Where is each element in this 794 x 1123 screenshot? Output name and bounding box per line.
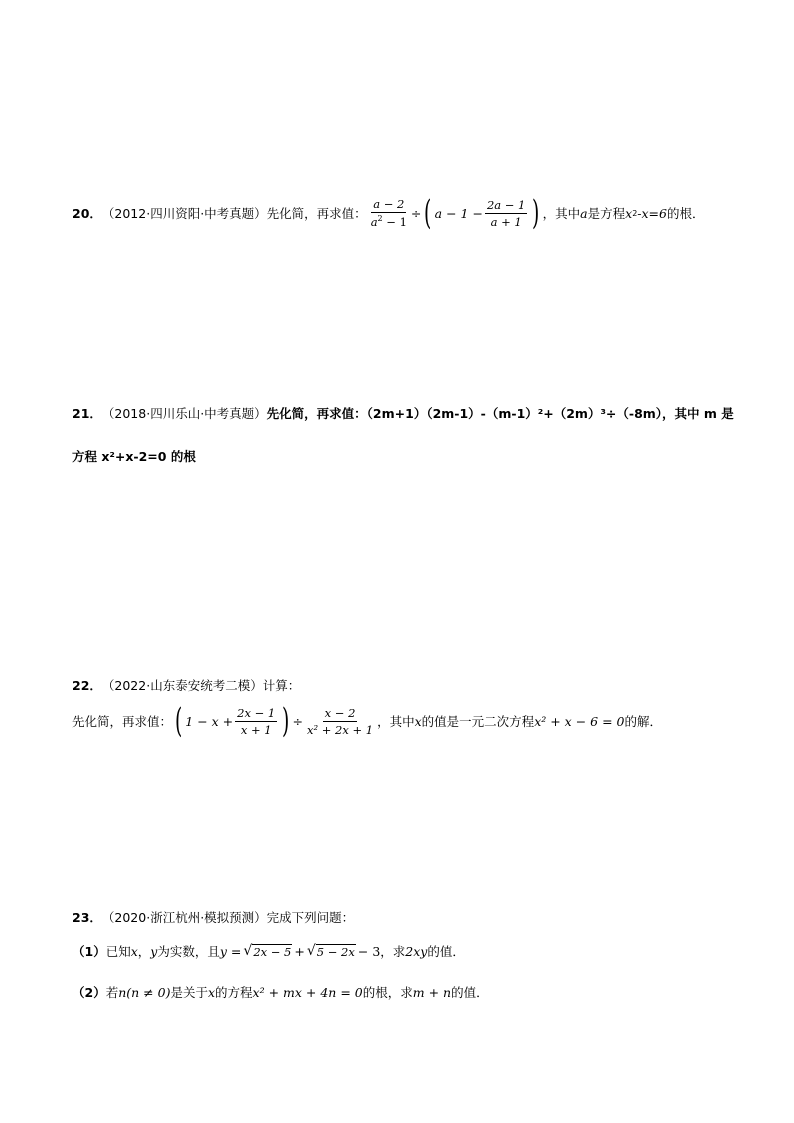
q23-p2-label: （2） bbox=[72, 985, 106, 1000]
q22-left-paren: ( bbox=[175, 701, 183, 741]
q22-tail-2: 的值是一元二次方程 bbox=[421, 714, 535, 729]
q20-divide: ÷ bbox=[410, 205, 422, 221]
q22-right-paren: ) bbox=[282, 701, 290, 741]
q22-f2-numerator: x − 2 bbox=[324, 705, 356, 720]
q20-prompt: 先化简，再求值： bbox=[266, 206, 367, 221]
question-20 bbox=[72, 193, 705, 233]
q20-tail-1: ，其中 bbox=[542, 206, 581, 221]
q23-p1-x: x bbox=[130, 943, 138, 959]
q23-p2-x: x bbox=[207, 984, 216, 1000]
q20-f2-numerator: 2a − 1 bbox=[486, 197, 526, 212]
q23-source: （2020·浙江杭州·模拟预测） bbox=[101, 910, 267, 925]
q23-p1-plus: + bbox=[294, 943, 305, 959]
q21-source: （2018·四川乐山·中考真题） bbox=[101, 406, 267, 421]
q22-line2-lead: 先化简，再求值： bbox=[72, 714, 173, 729]
q23-p2-n: n(n ≠ 0) bbox=[118, 984, 171, 1000]
question-22 bbox=[72, 676, 300, 694]
q23-p1-c: 为实数，且 bbox=[157, 944, 220, 959]
q22-source: （2022·山东泰安统考二模） bbox=[101, 678, 263, 693]
q23-p2-q: m + n bbox=[412, 984, 452, 1000]
q22-f1-numerator: 2x − 1 bbox=[237, 705, 276, 720]
q23-p2-e: 的值． bbox=[451, 985, 489, 1000]
question-21 bbox=[72, 404, 734, 422]
q22-tail-1: ，其中 bbox=[377, 714, 415, 729]
q22-divide: ÷ bbox=[292, 713, 303, 729]
q23-prompt: 完成下列问题： bbox=[266, 910, 355, 925]
q20-source: （2012·四川资阳·中考真题） bbox=[101, 206, 267, 221]
q23-p1-a: 已知 bbox=[105, 944, 131, 959]
q20-right-paren: ) bbox=[532, 193, 540, 233]
q23-p1-d: ，求 bbox=[380, 944, 406, 959]
question-22-line-2 bbox=[72, 701, 662, 741]
q22-fraction-1 bbox=[235, 706, 277, 737]
q23-p2-a: 若 bbox=[105, 985, 119, 1000]
q20-eq-exp: 2 bbox=[632, 208, 638, 218]
q23-p2-c: 的方程 bbox=[215, 985, 253, 1000]
q22-f2-denominator: x² + 2x + 1 bbox=[306, 722, 374, 737]
q21-line-2: 方程 x²+x-2=0 的根 bbox=[72, 449, 196, 464]
q21-number: 21． bbox=[72, 406, 102, 421]
q22-fraction-2 bbox=[305, 706, 375, 737]
q23-sqrt-1: √ 2x − 5 bbox=[243, 943, 292, 959]
q20-eq-x: x bbox=[625, 205, 633, 221]
q23-sqrt-2: √ 5 − 2x bbox=[306, 943, 355, 959]
q20-tail-3: 的根． bbox=[666, 206, 705, 221]
q23-p2-b: 是关于 bbox=[170, 985, 208, 1000]
q20-inner-lead: a − 1 − bbox=[434, 205, 483, 221]
q23-p2-d: 的根，求 bbox=[362, 985, 413, 1000]
q22-inner-lead: 1 − x + bbox=[185, 713, 234, 729]
q20-tail-2: 是方程 bbox=[587, 206, 626, 221]
q20-f1-numerator: a − 2 bbox=[373, 197, 405, 212]
q20-fraction-2 bbox=[485, 198, 527, 229]
q23-p1-label: （1） bbox=[72, 944, 106, 959]
q23-p1-b: ， bbox=[137, 944, 151, 959]
q20-left-paren: ( bbox=[424, 193, 432, 233]
q23-p2-equation: x² + mx + 4n = 0 bbox=[252, 984, 363, 1000]
q20-f1-denominator: $a^2 - 1$ bbox=[370, 214, 407, 229]
q20-number: 20． bbox=[72, 206, 102, 221]
q22-tail-3: 的解． bbox=[624, 714, 662, 729]
q23-p1-minus: − 3 bbox=[357, 943, 381, 959]
q22-number: 22． bbox=[72, 678, 102, 693]
q20-eq-tail: -x=6 bbox=[637, 205, 667, 221]
q20-f2-denominator: a + 1 bbox=[490, 214, 522, 229]
q20-fraction-1 bbox=[369, 197, 409, 229]
q22-equation: x² + x − 6 = 0 bbox=[534, 713, 625, 729]
q23-p1-eq-lead: y = bbox=[219, 943, 242, 959]
q22-prompt: 计算： bbox=[262, 678, 301, 693]
question-23-part-1 bbox=[72, 942, 465, 960]
question-23-part-2 bbox=[72, 983, 489, 1001]
q23-p1-q: 2xy bbox=[405, 943, 428, 959]
q23-p1-y: y bbox=[150, 943, 158, 959]
q21-prompt: 先化简，再求值：（2m+1）（2m-1）-（m-1）²+（2m）³÷（-8m），其中 m 是 bbox=[266, 406, 734, 421]
question-21-line-2 bbox=[72, 447, 196, 465]
q22-f1-denominator: x + 1 bbox=[240, 722, 272, 737]
question-23 bbox=[72, 908, 354, 926]
q23-number: 23． bbox=[72, 910, 102, 925]
q20-var: a bbox=[580, 205, 588, 221]
q23-p1-e: 的值． bbox=[427, 944, 465, 959]
q22-var: x bbox=[414, 713, 422, 729]
